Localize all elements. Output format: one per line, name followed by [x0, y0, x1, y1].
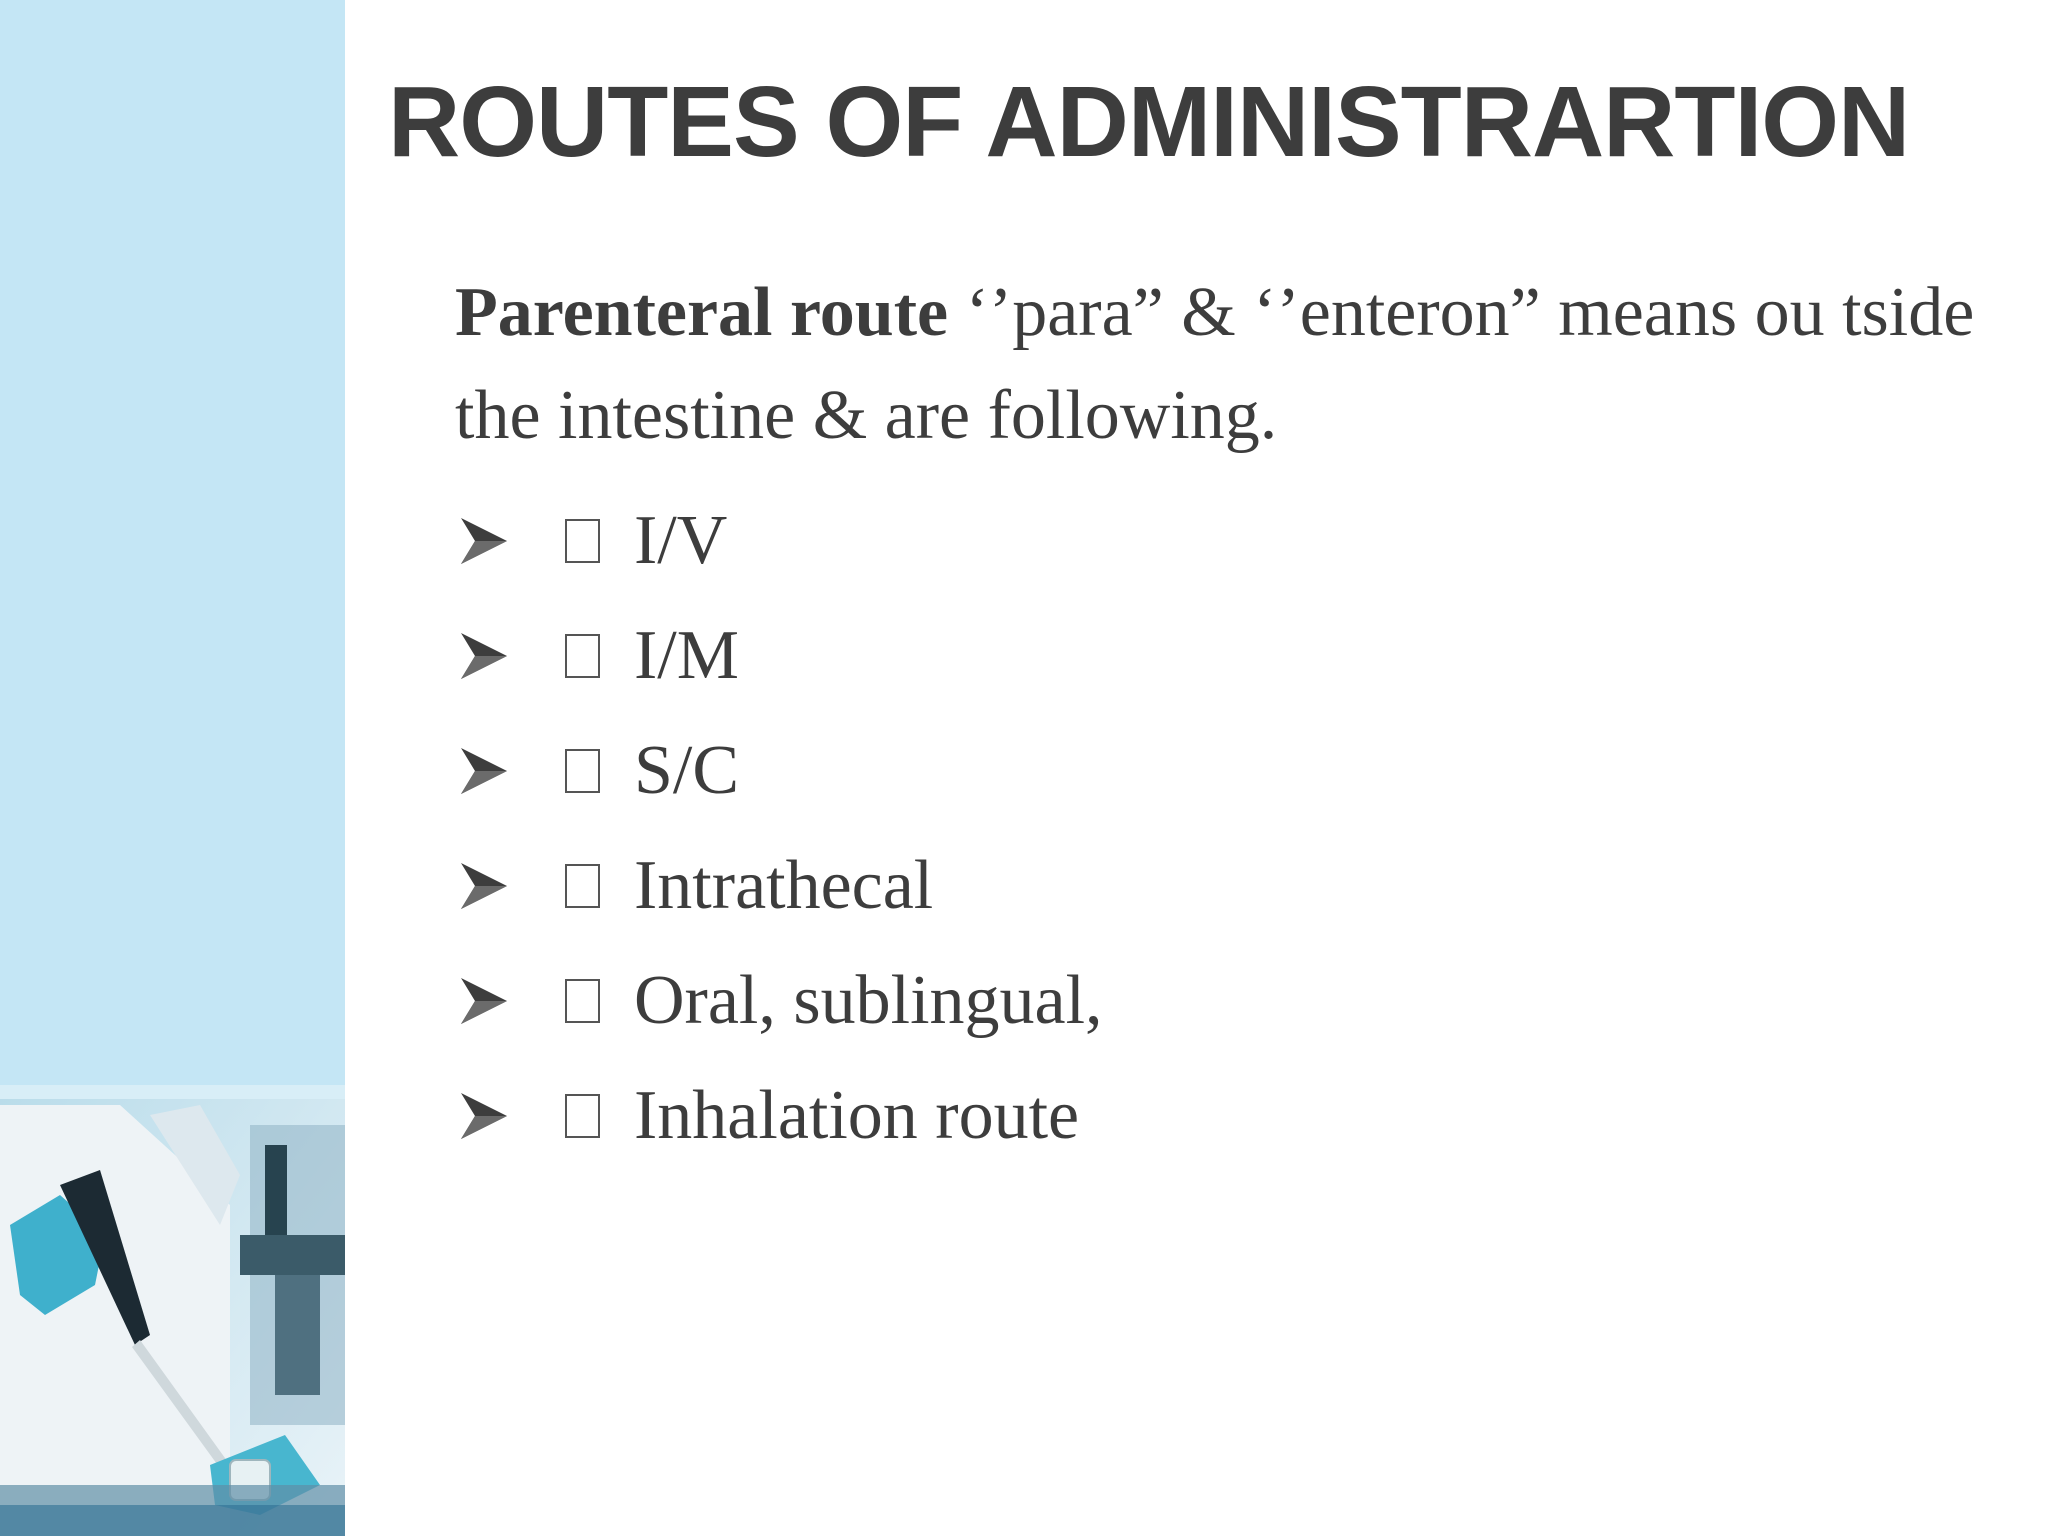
- list-item-label: I/M: [634, 617, 739, 694]
- lab-scientist-photo: [0, 1085, 345, 1536]
- intro-definition: ‘’para” & ‘’enteron” means ou tside: [948, 274, 1975, 351]
- intro-bold-term: Parenteral route: [455, 274, 949, 351]
- slide-title: ROUTES OF ADMINISTRARTION: [388, 66, 1910, 178]
- missing-glyph-box-icon: [565, 864, 600, 908]
- missing-glyph-box-icon: [565, 634, 600, 678]
- missing-glyph-box-icon: [565, 749, 600, 793]
- list-item-label: Intrathecal: [634, 847, 934, 924]
- missing-glyph-box-icon: [565, 519, 600, 563]
- list-item-1: [455, 483, 2048, 598]
- arrowhead-bullet-icon: [455, 1087, 513, 1145]
- slide-body: [455, 265, 2048, 1173]
- sidebar-panel: [0, 0, 345, 1536]
- list-item-label: Inhalation route: [634, 1077, 1080, 1154]
- intro-paragraph: [455, 265, 2048, 360]
- arrowhead-bullet-icon: [455, 857, 513, 915]
- missing-glyph-box-icon: [565, 979, 600, 1023]
- arrowhead-bullet-icon: [455, 512, 513, 570]
- list-item-2: [455, 598, 2048, 713]
- list-item-5: [455, 943, 2048, 1058]
- arrowhead-bullet-icon: [455, 972, 513, 1030]
- list-item-label: S/C: [634, 732, 740, 809]
- intro-continuation: the intestine & are following.: [455, 377, 1278, 454]
- arrowhead-bullet-icon: [455, 627, 513, 685]
- list-item-label: I/V: [634, 502, 728, 579]
- list-item-3: [455, 713, 2048, 828]
- list-item-6: [455, 1058, 2048, 1173]
- missing-glyph-box-icon: [565, 1094, 600, 1138]
- arrowhead-bullet-icon: [455, 742, 513, 800]
- list-item-label: Oral, sublingual,: [634, 962, 1103, 1039]
- routes-list: [455, 483, 2048, 1173]
- list-item-4: [455, 828, 2048, 943]
